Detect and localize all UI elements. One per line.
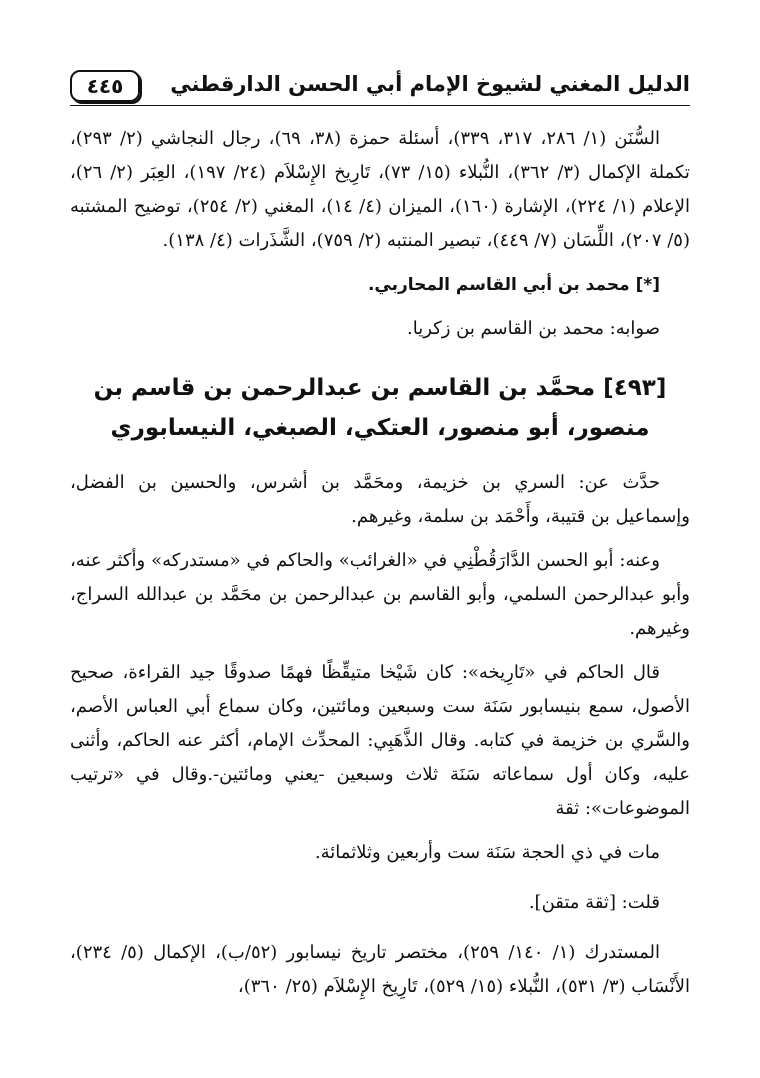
- previous-entry-sources: السُّنَن (١/ ٢٨٦، ٣١٧، ٣٣٩)، أسئلة حمزة (٣٨، ٦٩)، رجال النجاشي (٢/ ٢٩٣)، تكملة الإكمال (٣/ ٣٦٢)، النُّبلاء (١٥/ ٧٣)، تَارِيخ الإِسْلاَم (٢٤/ ١٩٧)، العِبَر (٢/ ٢٦)، الإعلام (١/ ٢٢٤)، الإشارة (١٦٠)، الميزان (٤/ ١٤)، المغني (٢/ ٢٥٤)، توضيح المشتبه (٥/ ٢٠٧)، اللِّسَان (٧/ ٤٤٩)، تبصير المنتبه (٢/ ٧٥٩)، الشَّذَرات (٤/ ١٣٨).: [70, 128, 690, 251]
- correction-line: صوابه: محمد بن القاسم بن زكريا.: [406, 318, 660, 339]
- author-comment: قلت: [ثقة متقن].: [528, 892, 660, 913]
- running-title: الدليل المغني لشيوخ الإمام أبي الحسن الدارقطني: [170, 72, 690, 96]
- students-paragraph: وعنه: أبو الحسن الدَّارَقُطْنِي في «الغرائب» والحاكم في «مستدركه» وأكثر عنه، وأبو عبدالرحمن السلمي، وأبو القاسم بن عبدالرحمن بن محَمَّد بن عبدالله السراج، وغيرهم.: [70, 550, 690, 639]
- death-line: مات في ذي الحجة سَنَة ست وأربعين وثلاثمائة.: [314, 842, 660, 863]
- biography-paragraph: قال الحاكم في «تَارِيخه»: كان شَيْخا متيقِّظًا فهمًا صدوقًا جيد القراءة، صحيح الأصول، سمع بنيسابور سَنَة ست وسبعين ومائتين، وكان سماع أبي العباس الأصم، والسَّري بن خزيمة في كتابه. وقال الذَّهَبِي: المحدِّث الإمام، أكثر عنه الحاكم، وأثنى عليه، وكان أول سماعاته سَنَة ثلاث وسبعين -يعني ومائتين-.وقال في «ترتيب الموضوعات»: ثقة: [70, 662, 690, 819]
- teachers-paragraph: حدَّث عن: السري بن خزيمة، ومحَمَّد بن أشرس، والحسين بن الفضل، وإسماعيل بن قتيبة، وأَحْمَد بن سلمة، وغيرهم.: [70, 472, 690, 527]
- header-rule: [70, 105, 690, 106]
- page-body: [70, 122, 690, 1004]
- entry-heading: [٤٩٣] محمَّد بن القاسم بن عبدالرحمن بن قاسم بن منصور، أبو منصور، العتكي، الصبغي، النيسابوري: [93, 375, 667, 441]
- page-header: [70, 66, 690, 106]
- page-number: ٤٤٥: [70, 70, 140, 102]
- entry-sources: المستدرك (١/ ١٤٠/ ٢٥٩)، مختصر تاريخ نيسابور (٥٢/ب)، الإكمال (٥/ ٢٣٤)، الأَنْسَاب (٣/ ٥٣١)، النُّبلاء (١٥/ ٥٢٩)، تَارِيخ الإِسْلاَم (٢٥/ ٣٦٠)،: [70, 942, 690, 997]
- editorial-note: [*] محمد بن أبي القاسم المحاربي.: [367, 275, 660, 295]
